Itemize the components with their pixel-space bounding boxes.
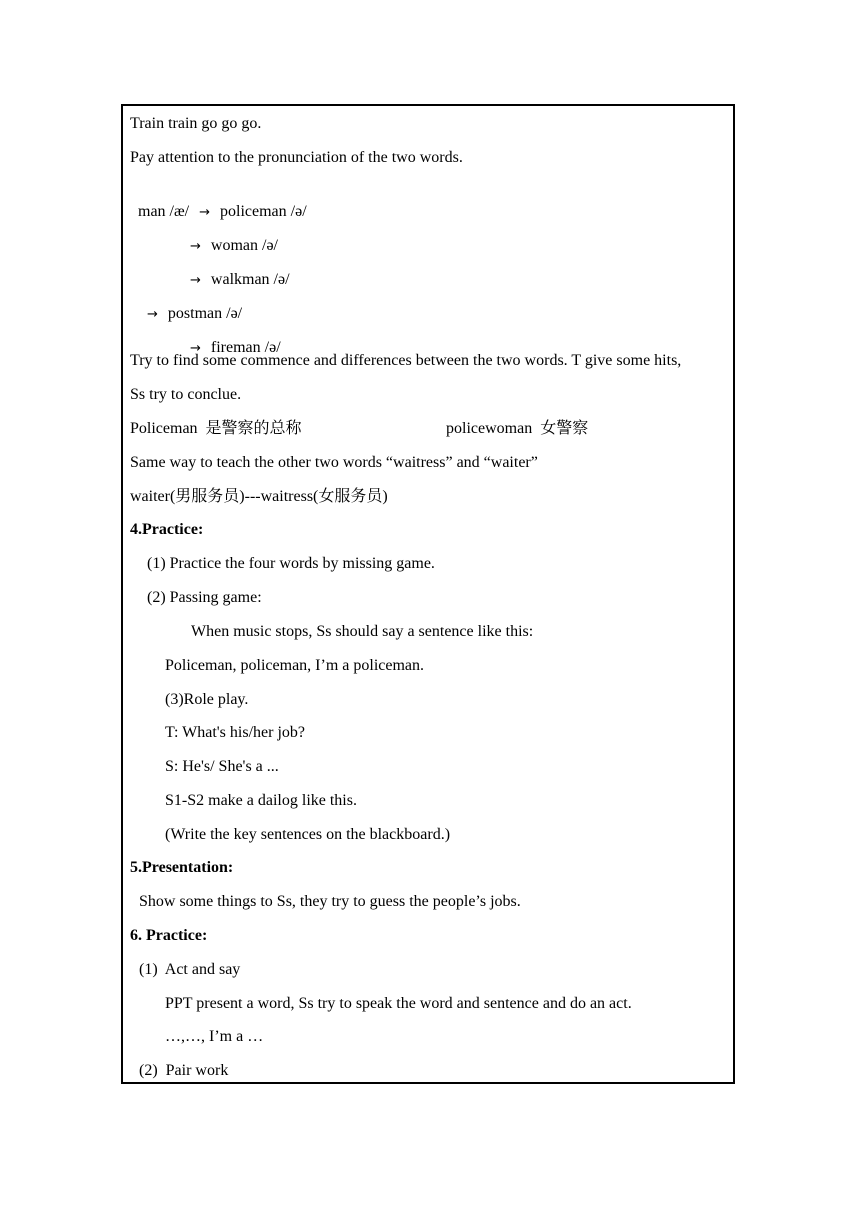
section-heading: 4.Practice: bbox=[130, 521, 204, 538]
text-line: (3)Role play. bbox=[165, 691, 249, 708]
text-line: (1) Practice the four words by missing game. bbox=[147, 555, 435, 572]
word-fireman: fireman /ə/ bbox=[210, 339, 281, 356]
text-line: T: What's his/her job? bbox=[165, 724, 305, 741]
text-line: (2) Passing game: bbox=[147, 589, 262, 606]
text-line: S1-S2 make a dailog like this. bbox=[165, 792, 357, 809]
text-line: Ss try to conclue. bbox=[130, 386, 242, 403]
word-woman: woman /ə/ bbox=[210, 237, 278, 254]
text-line: policewoman 女警察 bbox=[446, 420, 589, 437]
section-heading: 5.Presentation: bbox=[130, 859, 234, 876]
arrow-right-icon: → bbox=[190, 273, 201, 288]
text-line: S: He's/ She's a ... bbox=[165, 758, 279, 775]
text-line: Try to find some commence and differences between the two words. T give some hits, bbox=[130, 352, 682, 369]
text-line: When music stops, Ss should say a sentence like this: bbox=[191, 623, 534, 640]
arrow-right-icon: → bbox=[190, 341, 201, 356]
word-man: man /æ/ bbox=[138, 203, 190, 220]
text-line: Train train go go go. bbox=[130, 115, 262, 132]
text-line: Show some things to Ss, they try to guess the people’s jobs. bbox=[139, 893, 521, 910]
section-heading: 6. Practice: bbox=[130, 927, 208, 944]
text-line: Policeman 是警察的总称 bbox=[130, 420, 302, 437]
text-line: (Write the key sentences on the blackboard.) bbox=[165, 826, 451, 843]
text-line: Same way to teach the other two words “waitress” and “waiter” bbox=[130, 454, 538, 471]
text-line: Policeman, policeman, I’m a policeman. bbox=[165, 657, 425, 674]
word-postman: postman /ə/ bbox=[167, 305, 243, 322]
word-walkman: walkman /ə/ bbox=[210, 271, 290, 288]
word-policeman: policeman /ə/ bbox=[220, 203, 307, 220]
text-line: waiter(男服务员)---waitress(女服务员) bbox=[130, 488, 388, 505]
text-line: …,…, I’m a … bbox=[165, 1028, 264, 1045]
arrow-right-icon: → bbox=[199, 205, 211, 220]
text-line: Pay attention to the pronunciation of the two words. bbox=[130, 149, 463, 166]
arrow-right-icon: → bbox=[190, 239, 201, 254]
arrow-right-icon: → bbox=[147, 307, 158, 322]
text-line: (1) Act and say bbox=[139, 961, 241, 978]
text-line: PPT present a word, Ss try to speak the word and sentence and do an act. bbox=[165, 995, 632, 1012]
text-line: (2) Pair work bbox=[139, 1062, 229, 1079]
